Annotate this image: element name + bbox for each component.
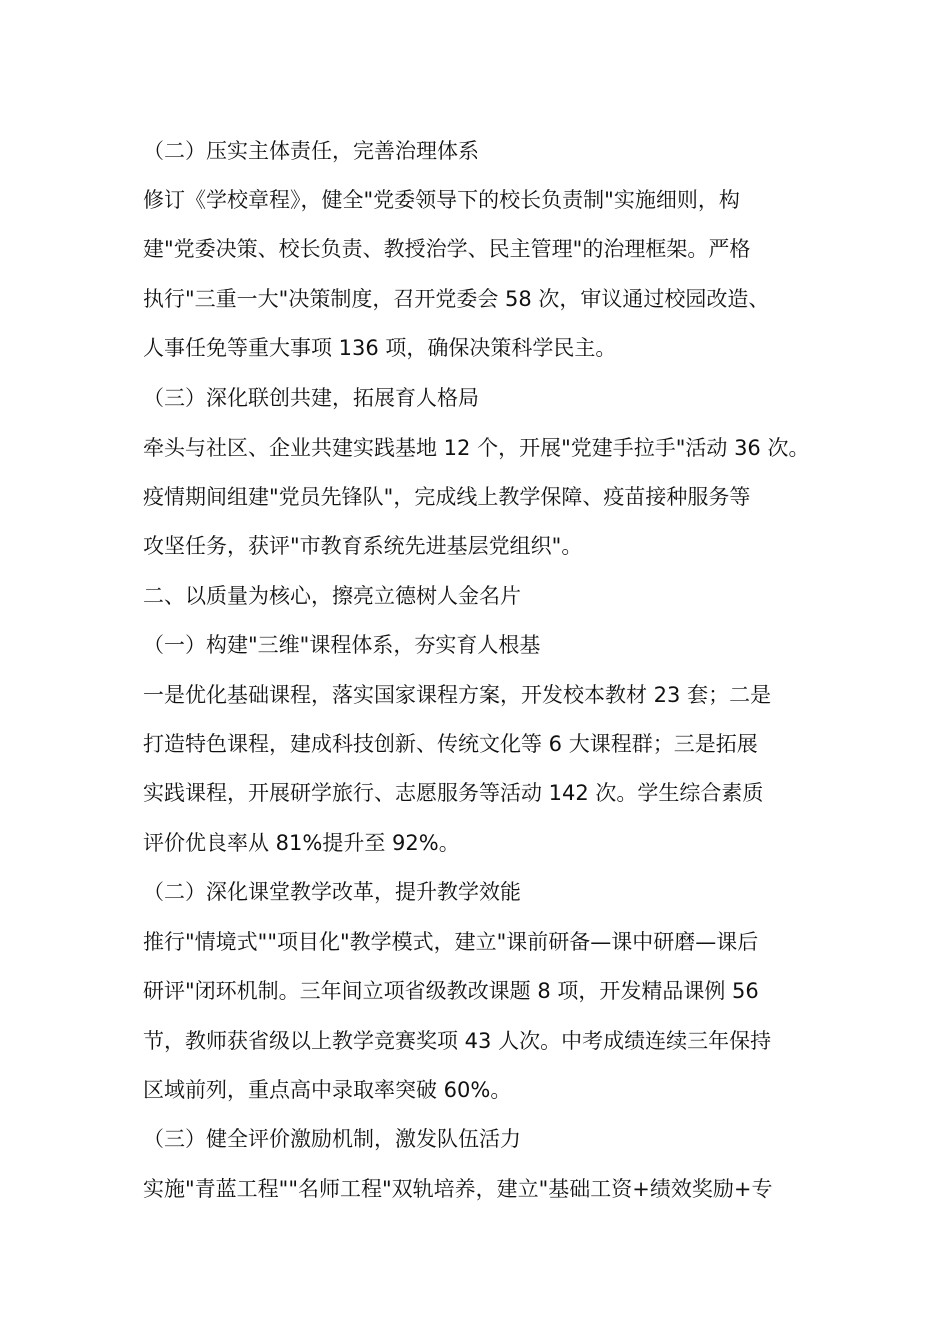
paragraph-line: 人事任免等重大事项 136 项，确保决策科学民主。 [143,336,617,360]
chapter-heading: 二、以质量为核心，擦亮立德树人金名片 [143,584,521,608]
section-heading: （三）深化联创共建，拓展育人格局 [143,386,479,410]
paragraph-line: 推行"情境式""项目化"教学模式，建立"课前研备—课中研磨—课后 [143,930,759,954]
paragraph-line: 评价优良率从 81%提升至 92%。 [143,831,460,855]
paragraph-line: 实施"青蓝工程""名师工程"双轨培养，建立"基础工资+绩效奖励+专 [143,1177,773,1201]
section-heading: （二）压实主体责任，完善治理体系 [143,139,479,163]
section-heading: （一）构建"三维"课程体系，夯实育人根基 [143,633,541,657]
section-heading: （二）深化课堂教学改革，提升教学效能 [143,880,521,904]
paragraph-line: 研评"闭环机制。三年间立项省级教改课题 8 项，开发精品课例 56 [143,979,759,1003]
paragraph-line: 打造特色课程，建成科技创新、传统文化等 6 大课程群；三是拓展 [143,732,758,756]
paragraph-line: 疫情期间组建"党员先锋队"，完成线上教学保障、疫苗接种服务等 [143,485,751,509]
paragraph-line: 节，教师获省级以上教学竞赛奖项 43 人次。中考成绩连续三年保持 [143,1029,772,1053]
paragraph-line: 一是优化基础课程，落实国家课程方案，开发校本教材 23 套；二是 [143,683,772,707]
section-heading: （三）健全评价激励机制，激发队伍活力 [143,1127,521,1151]
paragraph-line: 修订《学校章程》，健全"党委领导下的校长负责制"实施细则，构 [143,188,740,212]
paragraph-line: 建"党委决策、校长负责、教授治学、民主管理"的治理框架。严格 [143,237,751,261]
paragraph-line: 牵头与社区、企业共建实践基地 12 个，开展"党建手拉手"活动 36 次。 [143,436,810,460]
paragraph-line: 区域前列，重点高中录取率突破 60%。 [143,1078,512,1102]
paragraph-line: 实践课程，开展研学旅行、志愿服务等活动 142 次。学生综合素质 [143,781,764,805]
paragraph-line: 攻坚任务，获评"市教育系统先进基层党组织"。 [143,534,583,558]
paragraph-line: 执行"三重一大"决策制度，召开党委会 58 次，审议通过校园改造、 [143,287,770,311]
